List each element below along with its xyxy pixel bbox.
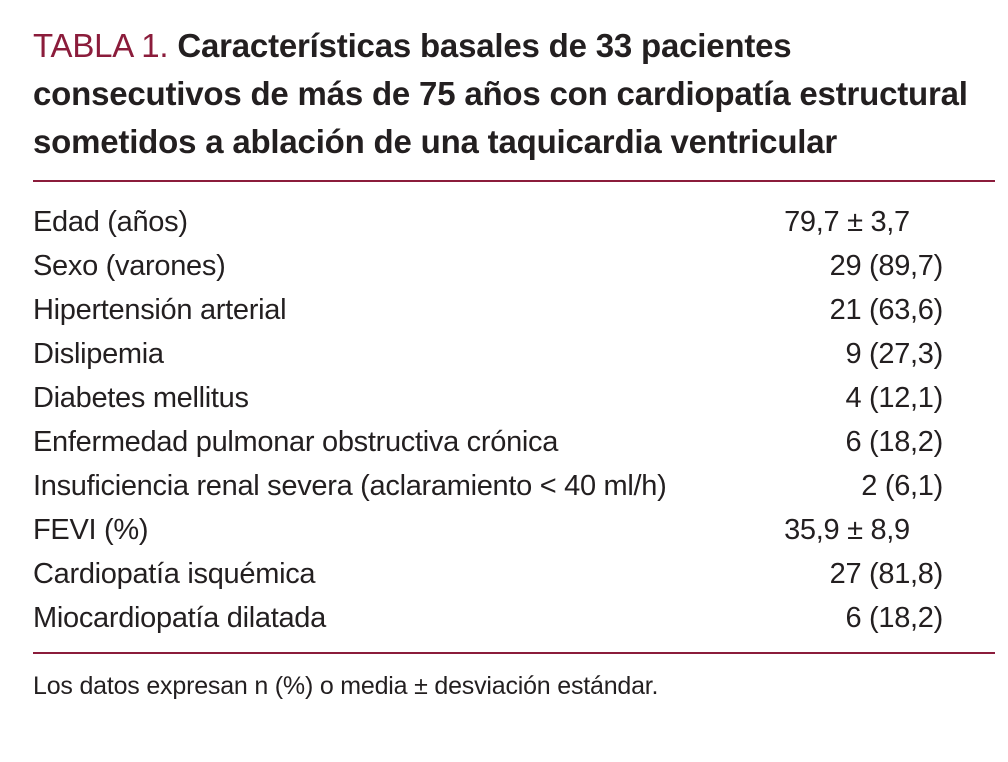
row-value: 6 (18,2): [845, 426, 943, 458]
row-variable: Insuficiencia renal severa (aclaramiento < 40 ml/h): [33, 470, 667, 502]
row-value: 29 (89,7): [829, 250, 943, 282]
row-variable: Dislipemia: [33, 338, 164, 370]
bottom-rule: [33, 652, 995, 654]
row-value: 35,9 ± 8,9: [784, 514, 910, 546]
row-variable: Hipertensión arterial: [33, 294, 287, 326]
row-value: 21 (63,6): [829, 294, 943, 326]
table-row: [33, 508, 995, 552]
table-row: [33, 244, 995, 288]
table-footnote: Los datos expresan n (%) o media ± desviación estándar.: [33, 672, 659, 700]
table-row: [33, 200, 995, 244]
row-value: 27 (81,8): [829, 558, 943, 590]
row-variable: Diabetes mellitus: [33, 382, 249, 414]
table-document: [33, 22, 995, 704]
row-value: 79,7 ± 3,7: [784, 206, 910, 238]
row-variable: Cardiopatía isquémica: [33, 558, 316, 590]
table-row: [33, 552, 995, 596]
table-title-text: Características basales de 33 pacientes consecutivos de más de 75 años con cardiopatía estructural sometidos a ablación de una taquicardia ventricular: [33, 27, 968, 160]
table-body: [33, 182, 995, 652]
row-variable: Edad (años): [33, 206, 188, 238]
row-value: 9 (27,3): [845, 338, 943, 370]
row-variable: Miocardiopatía dilatada: [33, 602, 326, 634]
table-row: [33, 596, 995, 640]
row-value: 6 (18,2): [845, 602, 943, 634]
table-row: [33, 464, 995, 508]
table-row: [33, 376, 995, 420]
table-label: TABLA 1.: [33, 27, 169, 64]
row-variable: Sexo (varones): [33, 250, 226, 282]
table-title: [33, 22, 995, 166]
table-row: [33, 288, 995, 332]
row-variable: Enfermedad pulmonar obstructiva crónica: [33, 426, 559, 458]
table-row: [33, 332, 995, 376]
row-value: 2 (6,1): [861, 470, 943, 502]
row-variable: FEVI (%): [33, 514, 149, 546]
table-row: [33, 420, 995, 464]
row-value: 4 (12,1): [845, 382, 943, 414]
